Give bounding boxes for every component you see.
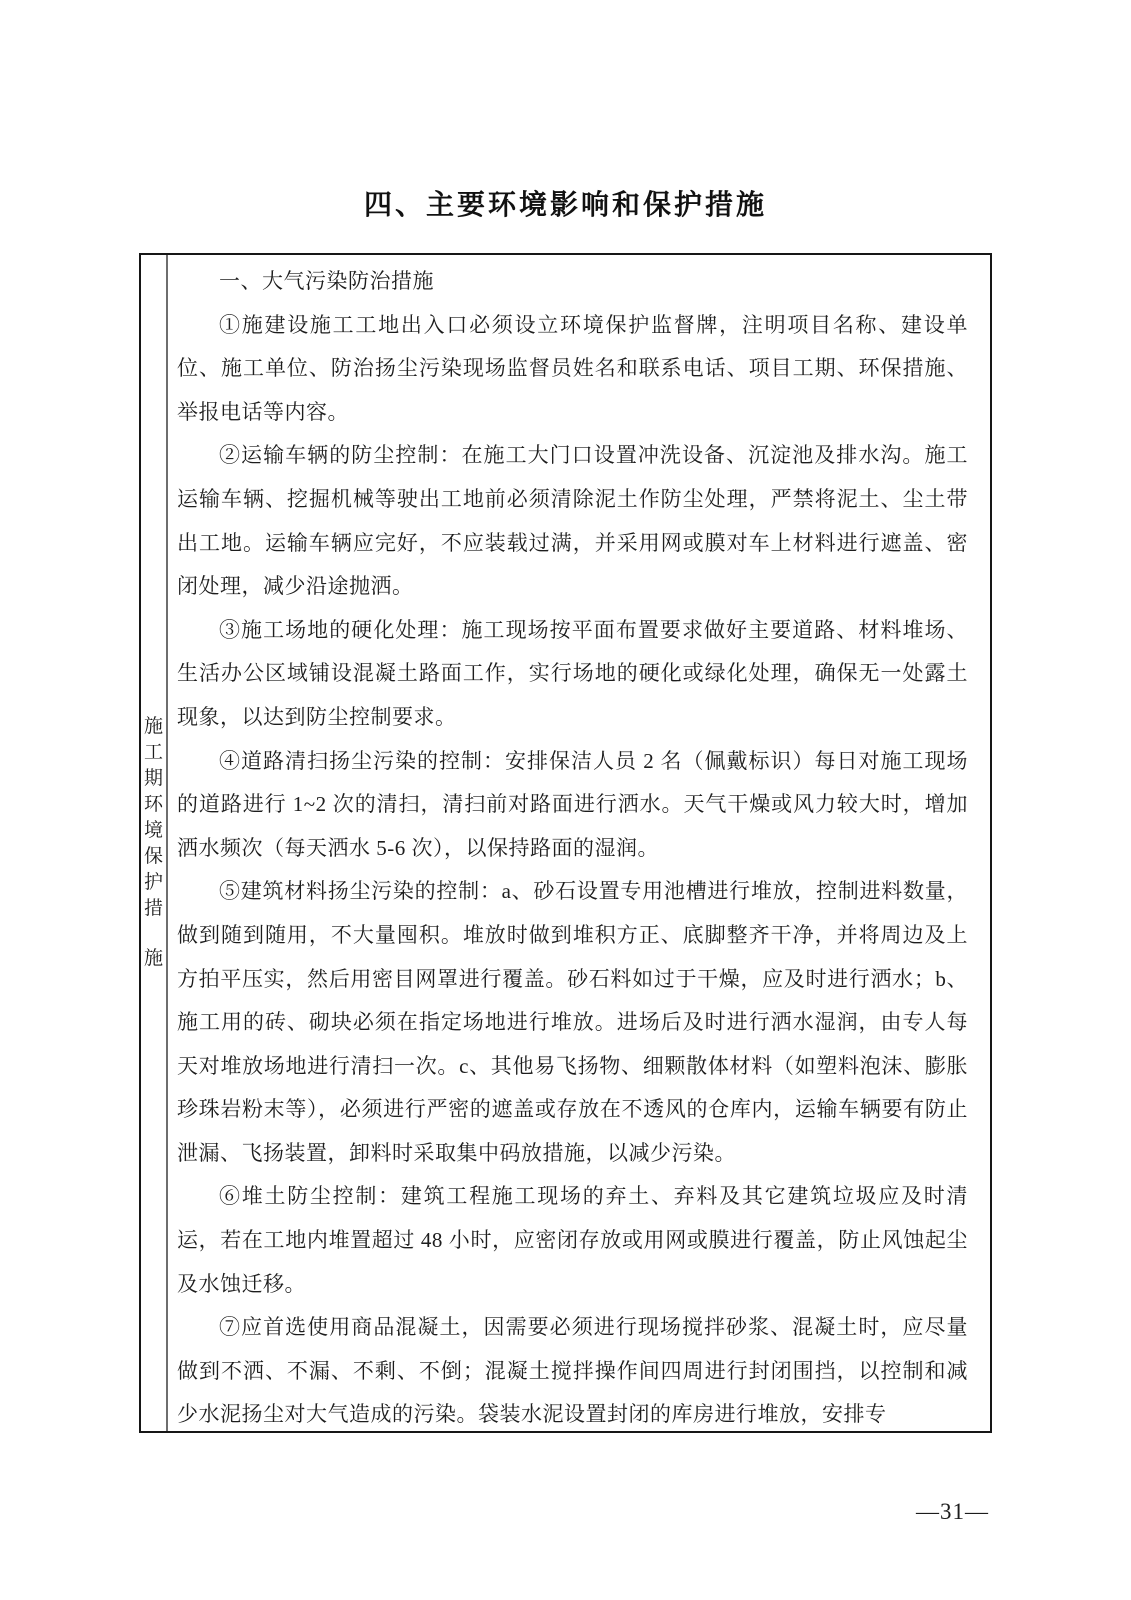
row-header-char: 施 (143, 716, 163, 737)
paragraph-material-dust: ⑤建筑材料扬尘污染的控制：a、砂石设置专用池槽进行堆放，控制进料数量，做到随到随用，不大量囤积。堆放时做到堆积方正、底脚整齐干净，并将周边及上方拍平压实，然后用密目网罩进行覆盖。砂石料如过于干燥，应及时进行洒水；b、施工用的砖、砌块必须在指定场地进行堆放。进场后及时进行洒水湿润，由专人每天对堆放场地进行清扫一次。c、其他易飞扬物、细颗散体材料（如塑料泡沫、膨胀珍珠岩粉末等），必须进行严密的遮盖或存放在不透风的仓库内，运输车辆要有防止泄漏、飞扬装置，卸料时采取集中码放措施，以减少污染。 (177, 879, 968, 1165)
table-content-cell (168, 255, 990, 1431)
row-header-char: 保 (143, 846, 163, 867)
row-header-char: 护 (143, 872, 163, 893)
row-header-char: 工 (143, 742, 163, 763)
paragraph-road-sweeping: ④道路清扫扬尘污染的控制：安排保洁人员 2 名（佩戴标识）每日对施工现场的道路进行 1~2 次的清扫，清扫前对路面进行洒水。天气干燥或风力较大时，增加洒水频次（每天洒水 5-6 次），以保持路面的湿润。 (177, 748, 968, 860)
paragraph-dust-sign: ①施建设施工工地出入口必须设立环境保护监督牌，注明项目名称、建设单位、施工单位、防治扬尘污染现场监督员姓名和联系电话、项目工期、环保措施、举报电话等内容。 (177, 312, 968, 424)
table-row-header-cell (141, 255, 168, 1431)
row-header-char: 环 (143, 794, 163, 815)
paragraph-concrete: ⑦应首选使用商品混凝土，因需要必须进行现场搅拌砂浆、混凝土时，应尽量做到不洒、不漏、不剩、不倒；混凝土搅拌操作间四周进行封闭围挡，以控制和减少水泥扬尘对大气造成的污染。袋装水泥设置封闭的库房进行堆放，安排专 (177, 1315, 968, 1427)
row-header-char: 境 (143, 820, 163, 841)
paragraph-vehicle-dust: ②运输车辆的防尘控制：在施工大门口设置冲洗设备、沉淀池及排水沟。施工运输车辆、挖掘机械等驶出工地前必须清除泥土作防尘处理，严禁将泥土、尘土带出工地。运输车辆应完好，不应装载过满，并采用网或膜对车上材料进行遮盖、密闭处理，减少沿途抛洒。 (177, 443, 968, 599)
paragraph-pile-dust: ⑥堆土防尘控制：建筑工程施工现场的弃土、弃料及其它建筑垃圾应及时清运，若在工地内堆置超过 48 小时，应密闭存放或用网或膜进行覆盖，防止风蚀起尘及水蚀迁移。 (177, 1184, 968, 1296)
section-heading: 一、大气污染防治措施 (219, 269, 434, 293)
row-header-char: 措 (143, 898, 163, 919)
page-number: —31— (916, 1499, 989, 1524)
measures-table (139, 253, 992, 1433)
paragraph-site-hardening: ③施工场地的硬化处理：施工现场按平面布置要求做好主要道路、材料堆场、生活办公区域铺设混凝土路面工作，实行场地的硬化或绿化处理，确保无一处露土现象，以达到防尘控制要求。 (177, 617, 968, 729)
row-header-char: 期 (143, 768, 163, 789)
page-title: 四、主要环境影响和保护措施 (363, 189, 767, 220)
row-header-char: 施 (143, 948, 163, 969)
row-header-label (144, 714, 163, 972)
